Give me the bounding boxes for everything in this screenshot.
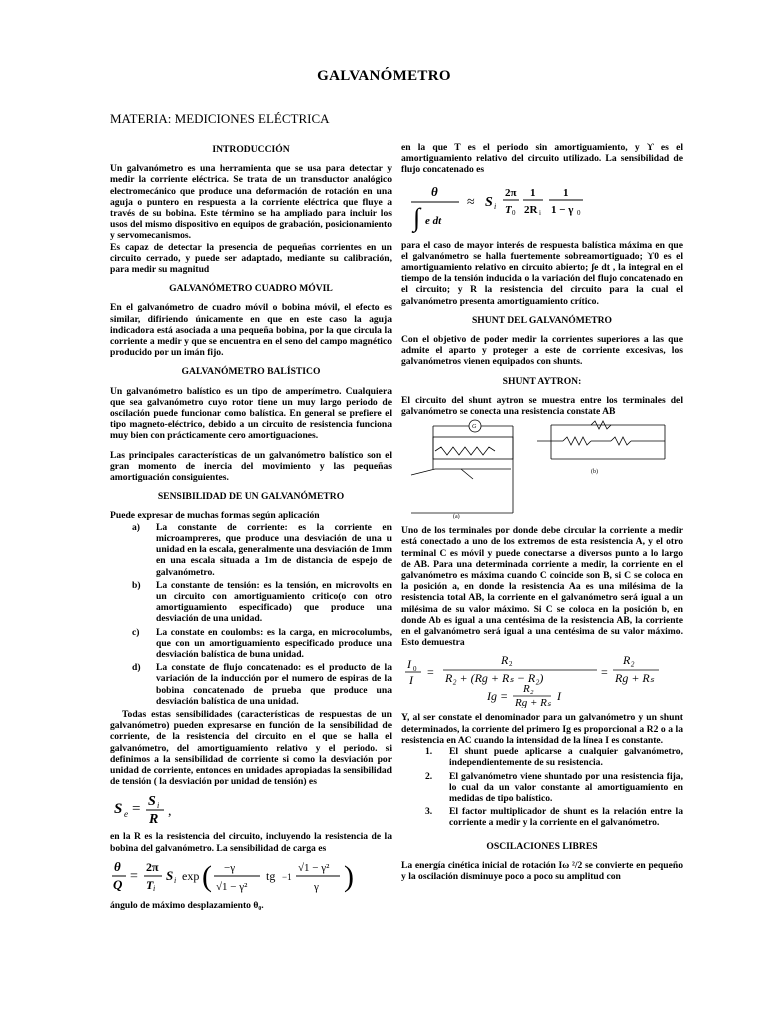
list-item (110, 627, 392, 661)
svg-text:∫: ∫ (413, 202, 421, 232)
svg-text:R₂: R₂ (523, 683, 534, 696)
list-label: c) (132, 626, 140, 638)
svg-text:0: 0 (413, 665, 417, 674)
svg-text:−1: −1 (282, 871, 292, 882)
svg-text:S: S (485, 194, 493, 210)
svg-text:θ: θ (431, 183, 438, 199)
svg-text:(: ( (202, 859, 212, 893)
svg-text:e dt: e dt (425, 214, 442, 227)
svg-text:=: = (130, 868, 138, 884)
svg-text:i: i (494, 201, 497, 211)
oscilaciones-paragraph: La energía cinética inicial de rotación Iω ²/2 se convierte en pequeño y la oscilación disminuye poco a poco su amplitud con (401, 859, 683, 882)
terminals-paragraph: Uno de los terminales por donde debe circular la corriente a medir está conectado a uno de los extremos de esta resistencia A, y el otro terminal C es móvil y puede conectarse a diversos punto a lo largo de AB. Para una determinada corriente a medir, la corriente en el galvanómetro es máxima cuando C coincide son B, si C se coloca en la posición a, en donde la resistencia Aa es una milésima de la resistencia total AB, la corriente en el galvanómetro será igual a un milésima de su valor máximo. Si C se coloca en la posición b, en donde Ab es igual a una centésima de la resistencia AB, la corriente en el galvanómetro será igual a una centésima de su valor máximo. Esto demuestra (401, 525, 683, 649)
equation-shunt-ratio (401, 650, 683, 708)
svg-text:R₂: R₂ (623, 653, 635, 668)
svg-text:i: i (539, 208, 541, 217)
denominator-paragraph: Y, al ser constate el denominador para un galvanómetro y un shunt determinados, la corriente del primero Ig es proporcional a R2 o a la resistencia en AC cuando la intensidad de la línea I es constante. (401, 712, 683, 746)
right-column (401, 142, 683, 890)
equation-voltage-sensitivity (110, 789, 200, 827)
svg-text:e: e (124, 809, 128, 820)
svg-text:Q: Q (113, 876, 123, 892)
svg-text:−γ: −γ (224, 861, 236, 874)
balistico-paragraph-2: Las principales características de un galvanómetro balístico son el gran momento de inercia del movimiento y las pequeñas amortiguación consiguientes. (110, 449, 392, 484)
heading-shunt: SHUNT DEL GALVANÓMETRO (471, 314, 613, 326)
list-label: a) (132, 521, 140, 533)
flux-paragraph: para el caso de mayor interés de respuesta balística máxima en que el galvanómetro se halla fuertemente sobreamortiguado; ϒ0 es el amortiguamiento relativo en circuito abierto; ʃe dt , la integral en el tiempo de la tensión inducida o la variación del flujo concatenado en el circuito; y R la resistencia del circuito para la cual el galvanómetro presenta amortiguamiento crítico. (401, 239, 683, 307)
list-item (401, 806, 683, 828)
cuadro-movil-paragraph: En el galvanómetro de cuadro móvil o bobina móvil, el efecto es similar, difiriendo únicamente en que en este caso la aguja indicadora está asociada a una pequeña bobina, por la que circula la corriente a medir y que se encuentra en el seno del campo magnético producido por un imán fijo. (110, 302, 392, 359)
svg-text:,: , (168, 804, 172, 820)
svg-text:Rg + Rₛ: Rg + Rₛ (615, 671, 655, 686)
list-text: La constante de corriente: es la corriente en microampreres, que produce una desviación de una u unidad en la escala, generalmente una desviación de 1mm en una escala situada a 1m de distancia de espejo de galvanómetro. (156, 521, 392, 578)
list-item (110, 522, 392, 578)
list-item (110, 662, 392, 707)
flux-intro-paragraph: en la que T es el periodo sin amortiguamiento, y ϒ es el amortiguamiento relativo del circuito utilizado. La sensibilidad de flujo concatenado es (401, 142, 683, 176)
heading-oscilaciones: OSCILACIONES LIBRES (486, 840, 598, 852)
svg-text:i: i (153, 883, 156, 893)
figure-label-b: (b) (591, 469, 598, 476)
svg-text:R: R (149, 812, 159, 828)
svg-text:i: i (157, 801, 160, 811)
angle-text: ángulo de máximo desplazamiento θ₀. (110, 899, 264, 911)
svg-text:√1 − γ²: √1 − γ² (216, 880, 248, 893)
svg-text:i: i (174, 875, 177, 885)
svg-text:1: 1 (530, 186, 536, 199)
svg-text:=: = (427, 665, 434, 680)
list-label: d) (132, 662, 141, 674)
svg-text:=: = (601, 665, 608, 680)
figure-label-a: (a) (453, 514, 460, 520)
sensibilidad-list (110, 522, 392, 707)
list-label: b) (132, 579, 141, 591)
intro-paragraph-2: Es capaz de detectar la presencia de pequeñas corrientes en un circuito cerrado, y puede ser adaptado, mediante su calibración, para medir su magnitud (110, 241, 392, 276)
svg-text:S: S (114, 801, 123, 818)
list-text: La constante de tensión: es la tensión, en microvolts en un circuito con amortiguamiento critico(o con otro amortiguamiento especificado) que produce una desviación de una unidad. (156, 579, 392, 625)
list-text: La constate en coulombs: es la carga, en microcolumbs, que con un amortiguamiento especificado produce una desviación balística de buna unidad. (156, 626, 392, 660)
svg-text:1: 1 (563, 186, 569, 199)
list-text: El galvanómetro viene shuntado por una resistencia fija, lo cual da un valor constante al amortiguamiento en medidas de tipo balístico. (449, 770, 683, 804)
shunt-aytron-circuit-figure (401, 419, 683, 519)
sensibilidad-intro: Puede expresar de muchas formas según aplicación (110, 510, 320, 522)
heading-cuadro-movil: GALVANÓMETRO CUADRO MÓVIL (169, 283, 333, 295)
svg-text:S: S (166, 867, 174, 883)
equation-charge-sensitivity (110, 856, 390, 896)
balistico-paragraph-1: Un galvanómetro balístico es un tipo de amperímetro. Cualquiera que sea galvanómetro cuyo rotor tiene un muy largo periodo de oscilación puede funcionar como balística. En general se prefiere el tipo magneto-eléctrico, debido a un circuito de resistencia funciona muy bien con prácticamente cero amortiguaciones. (110, 385, 392, 442)
svg-text:): ) (344, 859, 354, 893)
svg-text:2π: 2π (505, 186, 517, 199)
svg-text:R₂ + (Rg + Rₛ − R₂): R₂ + (Rg + Rₛ − R₂) (445, 671, 544, 686)
subject-line: MATERIA: MEDICIONES ELÉCTRICA (110, 111, 330, 126)
svg-text:S: S (148, 794, 156, 810)
svg-text:G: G (472, 424, 477, 431)
list-label: 3. (425, 806, 433, 818)
svg-text:γ: γ (314, 880, 319, 893)
list-label: 2. (425, 770, 433, 782)
left-column (110, 138, 392, 919)
svg-text:√1 − γ²: √1 − γ² (298, 861, 330, 874)
list-label: 1. (425, 746, 433, 758)
svg-text:I: I (557, 689, 561, 704)
svg-text:T: T (146, 877, 154, 892)
aytron-paragraph: El circuito del shunt aytron se muestra entre los terminales del galvanómetro se conecta una resistencia constate AB (401, 394, 683, 418)
svg-text:2π: 2π (146, 859, 159, 874)
svg-text:T: T (505, 203, 512, 216)
heading-shunt-aytron: SHUNT AYTRON: (502, 375, 582, 387)
svg-text:2: 2 (509, 660, 513, 669)
list-item (401, 771, 683, 805)
list-text: El shunt puede aplicarse a cualquier galvanómetro, independientemente de su resistencia. (449, 746, 683, 769)
page-title: GALVANÓMETRO (317, 68, 451, 84)
shunt-properties-list (401, 746, 683, 828)
heading-sensibilidad: SENSIBILIDAD DE UN GALVANÓMETRO (157, 491, 345, 503)
sensibilidad-main-paragraph: Todas estas sensibilidades (características de respuestas de un galvanómetro) pueden expresarse en función de la sensibilidad de corriente, de la resistencia del circuito en el que se halla el galvanómetro, del amortiguamiento relativo y el periodo. si definimos a la sensibilidad de corriente si como la desviación por unidad de corriente, entonces en unidades apropiadas la sensibilidad de tensión ( la desviación por unidad de tensión) es (110, 708, 392, 788)
svg-text:Ig =: Ig = (487, 689, 509, 704)
svg-text:I: I (409, 673, 413, 688)
equation-flux-sensitivity (401, 178, 601, 236)
svg-text:=: = (132, 801, 141, 818)
list-text: La constate de flujo concatenado: es el producto de la variación de la inducción por el numero de espiras de la bobina concatenado de prueba que produce una desviación balística de una unidad. (156, 662, 392, 707)
svg-text:θ: θ (114, 858, 121, 874)
list-item (401, 746, 683, 768)
heading-balistico: GALVANÓMETRO BALÍSTICO (181, 366, 321, 378)
heading-introduccion: INTRODUCCIÓN (212, 144, 290, 155)
list-item (110, 580, 392, 625)
svg-text:R: R (501, 653, 509, 668)
svg-text:0: 0 (512, 208, 516, 217)
svg-text:tg: tg (266, 868, 276, 883)
svg-text:exp: exp (182, 868, 200, 883)
svg-text:2R: 2R (524, 203, 538, 216)
svg-text:1 − γ: 1 − γ (551, 203, 574, 216)
svg-text:Rg + Rₛ: Rg + Rₛ (515, 697, 551, 709)
svg-text:0: 0 (577, 208, 581, 217)
svg-text:≈: ≈ (467, 194, 475, 210)
svg-text:I: I (407, 657, 411, 672)
list-text: El factor multiplicador de shunt es la relación entre la corriente a medir y la corriente en el galvanómetro. (449, 806, 683, 829)
intro-paragraph-1: Un galvanómetro es una herramienta que se usa para detectar y medir la corriente eléctrica. Se trata de un transductor analógico electromecánico que produce una deformación de rotación en una aguja o puntero en respuesta a la corriente eléctrica que fluye a través de su bobina. Este término se ha ampliado para incluir los usos del mismo dispositivo en equipos de grabación, posicionamiento y servomecanismos. (110, 163, 392, 242)
resistance-paragraph: en la R es la resistencia del circuito, incluyendo la resistencia de la bobina del galvanómetro. La sensibilidad de carga es (110, 831, 392, 854)
shunt-paragraph: Con el objetivo de poder medir la corrientes superiores a las que admite el aparto y proteger a este de corriente excesivas, los galvanómetros vienen equipados con shunts. (401, 334, 683, 368)
